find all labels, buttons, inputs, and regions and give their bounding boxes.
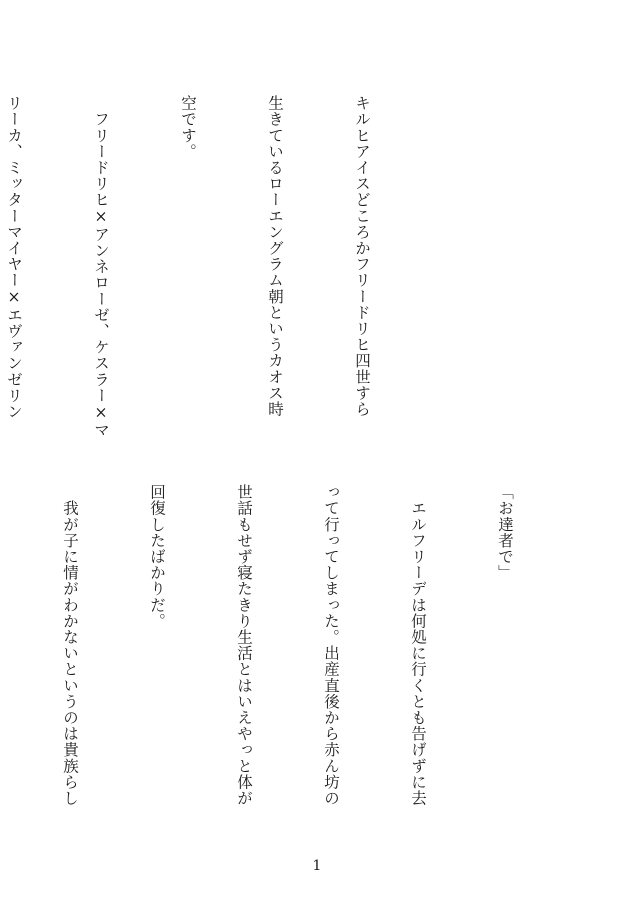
story-line: 世話もせず寝たきり生活とはいえやっと体が [235, 484, 253, 806]
intro-text-block [0, 95, 434, 440]
story-text-block [0, 484, 577, 834]
story-line: 我が子に情がわかないというのは貴族らし [61, 484, 79, 806]
story-line: って行ってしまった。出産直後から赤ん坊の [322, 484, 340, 806]
story-line: 「お達者で」 [496, 484, 514, 581]
story-line: 回復したばかりだ。 [148, 484, 166, 629]
intro-line: フリードリヒ×アンネローゼ、ケスラー×マ [92, 95, 110, 439]
story-line: エルフリーデは何処に行くとも告げずに去 [409, 484, 427, 806]
intro-line: 生きているローエングラム朝というカオス時 [266, 95, 284, 417]
intro-line: 空です。 [179, 95, 197, 160]
page-number: 1 [312, 858, 322, 874]
intro-line: リーカ、ミッターマイヤー×エヴァンゼリン [5, 95, 23, 420]
intro-line: キルヒアイスどころかフリードリヒ四世すら [353, 95, 371, 417]
